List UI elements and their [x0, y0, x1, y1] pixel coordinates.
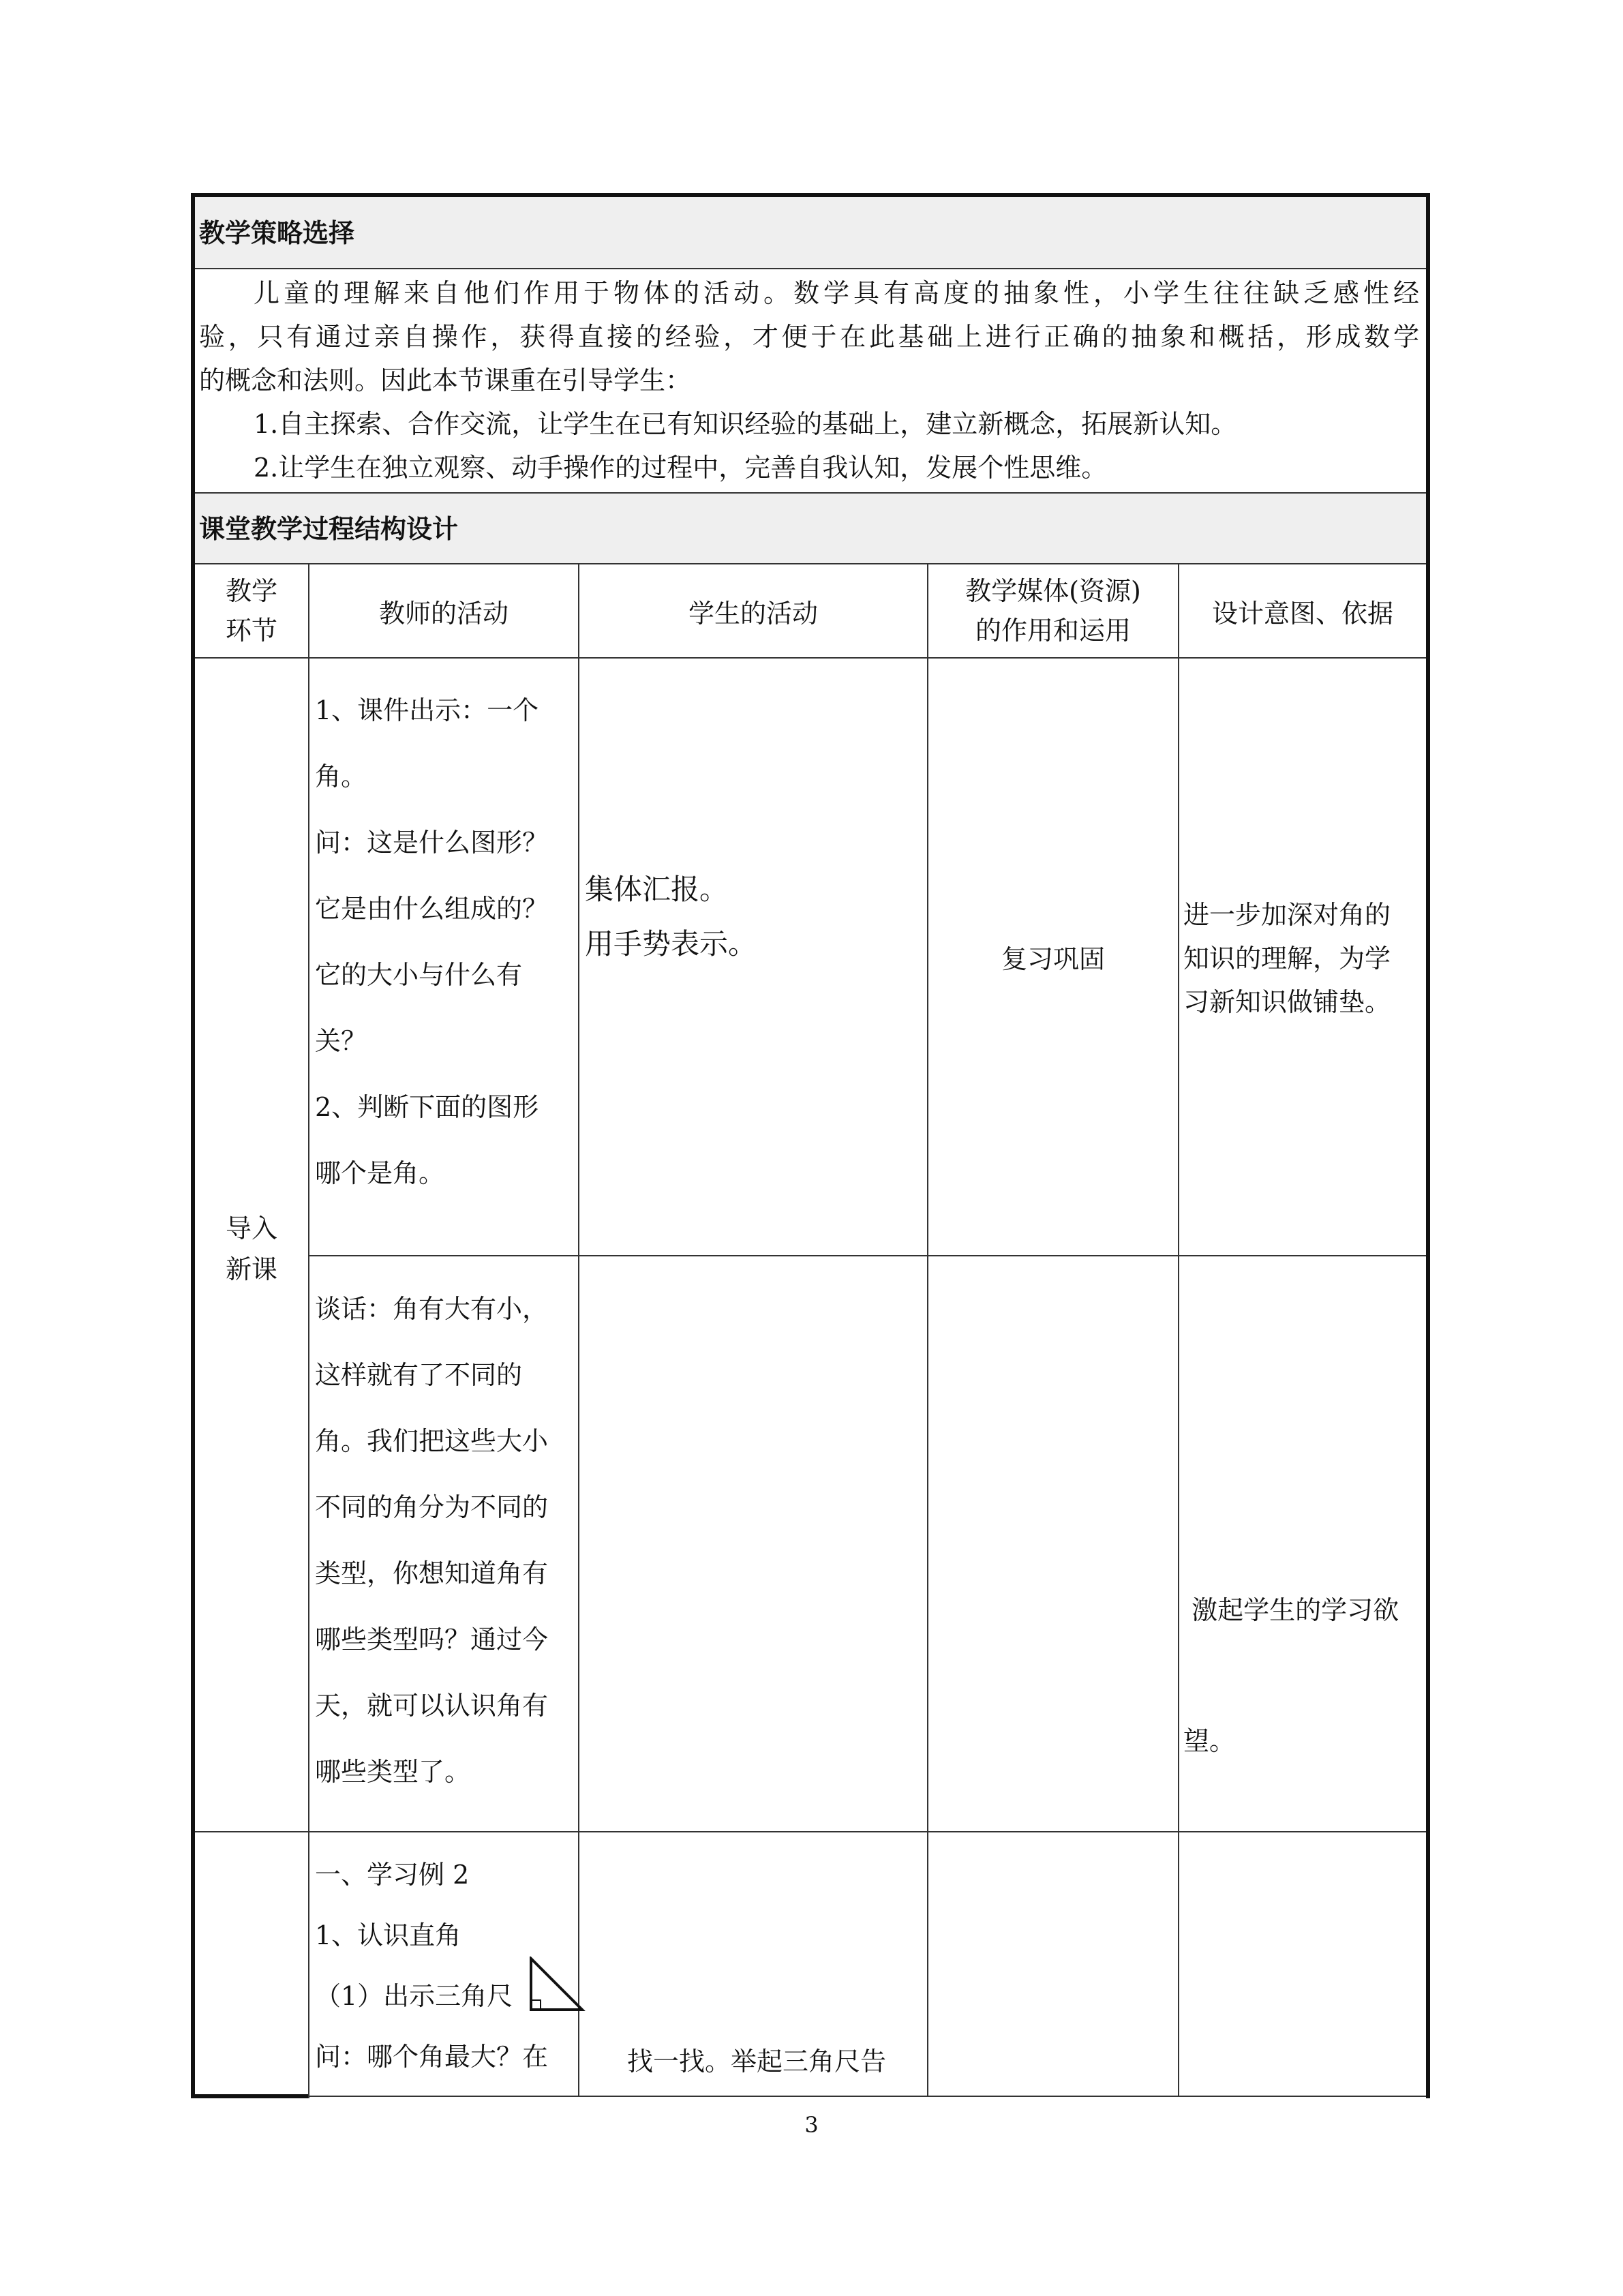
strategy-line-2: 验，只有通过亲自操作，获得直接的经验，才便于在此基础上进行正确的抽象和概括，形成数学 — [199, 322, 1419, 352]
rule — [308, 2096, 1426, 2097]
stage-intro: 导入 新课 — [225, 1213, 277, 1284]
header-stage: 教学 环节 — [225, 576, 277, 646]
set-square-icon — [529, 1957, 586, 2014]
new-lesson-student-activity: 找一找。举起三角尺告 — [627, 2046, 887, 2076]
process-title: 课堂教学过程结构设计 — [199, 514, 459, 544]
table-left-border — [191, 193, 195, 2098]
intro-student-activity-1: 集体汇报。 用手势表示。 — [585, 873, 757, 961]
table-top-border — [191, 193, 1430, 197]
strategy-item-2: 2.让学生在独立观察、动手操作的过程中，完善自我认知，发展个性思维。 — [254, 453, 1108, 483]
strategy-header-band — [195, 197, 1426, 268]
intro-design-2: 激起学生的学习欲 望。 — [1183, 1595, 1399, 1756]
new-lesson-teacher-activity: 一、学习例 2 1、认识直角 （1）出示三角尺 问：哪个角最大？在 — [315, 1860, 549, 2072]
column-rule — [1178, 563, 1179, 2097]
column-rule — [578, 563, 579, 2097]
strategy-title: 教学策略选择 — [199, 218, 355, 248]
rule — [195, 657, 1426, 659]
strategy-item-1: 1.自主探索、合作交流，让学生在已有知识经验的基础上，建立新概念，拓展新认知。 — [254, 409, 1237, 439]
rule — [195, 268, 1426, 269]
table-bottom-border — [191, 2094, 308, 2098]
intro-teacher-activity-1: 1、课件出示：一个 角。 问：这是什么图形？ 它是由什么组成的？ 它的大小与什么有 关？ 2、判断下面的图形 哪个是角。 — [315, 695, 549, 1188]
page-number: 3 — [804, 2112, 819, 2138]
header-design: 设计意图、依据 — [1211, 598, 1393, 629]
strategy-line-1: 儿童的理解来自他们作用于物体的活动。数学具有高度的抽象性，小学生往往缺乏感性经 — [254, 278, 1419, 308]
rule — [308, 1255, 1426, 1256]
header-student: 学生的活动 — [688, 598, 818, 629]
rule — [195, 492, 1426, 494]
strategy-line-3: 的概念和法则。因此本节课重在引导学生： — [199, 365, 692, 395]
intro-media-1: 复习巩固 — [1001, 943, 1105, 974]
intro-teacher-activity-2: 谈话：角有大有小， 这样就有了不同的 角。我们把这些大小 不同的角分为不同的 类型，你想知道角有 哪些类型吗？通过今 天，就可以认识角有 哪些类型了。 — [315, 1294, 549, 1787]
column-rule — [308, 563, 309, 2098]
column-rule — [927, 563, 928, 2097]
table-right-border — [1426, 193, 1430, 2098]
intro-design-1: 进一步加深对角的 知识的理解，为学 习新知识做铺垫。 — [1183, 900, 1391, 1017]
header-teacher: 教师的活动 — [378, 598, 509, 629]
header-media: 教学媒体(资源) 的作用和运用 — [965, 576, 1141, 646]
